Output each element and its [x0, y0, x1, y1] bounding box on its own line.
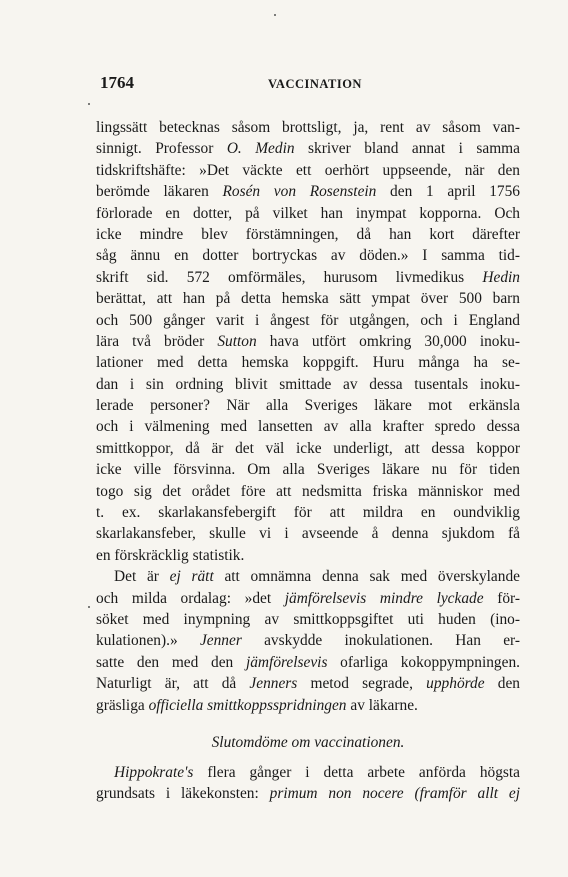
- page-header: [100, 73, 528, 95]
- text-line: [96, 374, 520, 395]
- text-run: avskydde inokulationen. Han er-: [241, 632, 520, 650]
- text-run: och milda ordalag: »det: [96, 589, 285, 607]
- italic-text: Jenners: [249, 675, 298, 693]
- text-run: dan i sin ordning blivit smittade av dessa tusentals inoku-: [96, 375, 520, 393]
- text-line: [96, 588, 520, 609]
- italic-text: Sutton: [217, 332, 257, 350]
- text-line: [96, 203, 520, 224]
- text-run: sinnigt. Professor: [96, 140, 227, 158]
- text-run: såg ännu en dotter bortryckas av döden.» I samma tid-: [96, 247, 520, 265]
- text-line: [96, 138, 520, 159]
- text-run: förlorade en dotter, på vilket han inympat kopporna. Och: [96, 204, 520, 222]
- text-run: flera gånger i detta arbete anförda högsta: [193, 763, 520, 781]
- text-run: gräsliga: [96, 696, 149, 714]
- text-run: icke mindre blev förstämningen, då han kort därefter: [96, 225, 520, 243]
- text-run: smittkoppor, då är det väl icke underligt, att dessa koppor: [96, 439, 520, 457]
- text-run: och 500 gånger varit i ångest för utgången, och i England: [96, 311, 520, 329]
- paragraph-1: [96, 117, 520, 566]
- body-text: [96, 117, 520, 805]
- text-line: [96, 652, 520, 673]
- text-run: en förskräcklig statistik.: [96, 546, 245, 564]
- italic-text: officiella smittkoppsspridningen: [148, 696, 347, 714]
- section-subheading: Slutomdöme om vaccinationen.: [211, 733, 405, 751]
- italic-text: Rosén von Rosenstein: [222, 183, 377, 201]
- text-line: [96, 331, 520, 352]
- text-line: [96, 783, 520, 804]
- text-line: [96, 523, 520, 544]
- text-line: [96, 160, 520, 181]
- text-line: [96, 609, 520, 630]
- text-line: [96, 117, 520, 138]
- text-run: Det är: [114, 568, 170, 586]
- italic-text: primum non nocere (framför allt ej: [269, 785, 520, 803]
- text-run: Naturligt är, att då: [96, 675, 250, 693]
- text-run: t. ex. skarlakansfebergift för att mildra en oundviklig: [96, 504, 520, 522]
- print-speck: [88, 606, 90, 608]
- print-speck: [88, 103, 90, 105]
- text-line: [96, 224, 520, 245]
- text-run: för-: [483, 589, 520, 607]
- italic-text: O. Medin: [226, 140, 295, 158]
- text-line: [96, 395, 520, 416]
- print-speck: [274, 14, 276, 16]
- text-line: [96, 267, 520, 288]
- text-run: grundsats i läkekonsten:: [96, 785, 270, 803]
- section-gap: [96, 716, 520, 730]
- text-line: [96, 181, 520, 202]
- text-run: metod segrade,: [297, 675, 427, 693]
- text-line: [96, 695, 520, 716]
- text-run: kulationen).»: [96, 632, 200, 650]
- text-run: icke ville försvinna. Om alla Sveriges läkare nu för tiden: [96, 461, 520, 479]
- text-run: skriver bland annat i samma: [294, 140, 520, 158]
- text-run: att omnämna denna sak med överskylande: [213, 568, 520, 586]
- text-run: lingssätt betecknas såsom brottsligt, ja, rent av såsom van-: [96, 119, 520, 136]
- italic-text: jämförelsevis: [245, 653, 328, 671]
- text-run: satte den med den: [96, 653, 246, 671]
- text-run: och i välmening med lansetten av alla krafter spredo dessa: [96, 418, 520, 436]
- text-run: lära två bröder: [96, 332, 218, 350]
- italic-text: Hedin: [482, 268, 520, 286]
- text-line: [96, 288, 520, 309]
- text-line: [96, 245, 520, 266]
- italic-text: ej rätt: [169, 568, 214, 586]
- text-run: berömde läkaren: [96, 183, 223, 201]
- text-line: [96, 545, 520, 566]
- text-run: ofarliga kokoppympningen.: [327, 653, 520, 671]
- text-line: [96, 673, 520, 694]
- text-run: tidskriftshäfte: »Det väckte ett oerhört uppseende, när den: [96, 161, 520, 179]
- text-line: [96, 310, 520, 331]
- text-line: [96, 352, 520, 373]
- text-line: [96, 762, 520, 783]
- paragraph-2: [96, 566, 520, 716]
- text-run: söket med inympning av smittkoppsgiftet uti huden (ino-: [96, 610, 520, 628]
- text-line: [96, 502, 520, 523]
- text-line: [96, 481, 520, 502]
- text-run: den: [484, 675, 520, 693]
- italic-text: jämförelsevis mindre lyckade: [284, 589, 484, 607]
- text-run: skrift sid. 572 omförmäles, hurusom livmedikus: [96, 268, 483, 286]
- text-run: togo sig det orådet före att nedsmitta friska människor med: [96, 482, 520, 500]
- paragraph-3: [96, 762, 520, 805]
- text-run: hava utfört omkring 30,000 inoku-: [256, 332, 520, 350]
- text-line: [96, 416, 520, 437]
- page-number: 1764: [100, 73, 134, 92]
- text-line: [96, 459, 520, 480]
- text-run: lationer med detta hemska koppgift. Huru många ha se-: [96, 354, 520, 372]
- text-line: [96, 566, 520, 587]
- italic-text: Jenner: [199, 632, 242, 650]
- italic-text: upphörde: [426, 675, 485, 693]
- text-run: lerade personer? När alla Sveriges läkare mot erkänsla: [96, 397, 520, 415]
- text-run: skarlakansfeber, skulle vi i avseende å denna sjukdom få: [96, 525, 520, 543]
- text-line: [96, 438, 520, 459]
- text-run: den 1 april 1756: [376, 183, 520, 201]
- italic-text: Hippokrate's: [114, 763, 194, 781]
- text-run: berättat, att han på detta hemska sätt ympat över 500 barn: [96, 290, 520, 308]
- text-line: [96, 630, 520, 651]
- text-run: av läkarne.: [346, 696, 418, 714]
- running-head: VACCINATION: [268, 77, 362, 91]
